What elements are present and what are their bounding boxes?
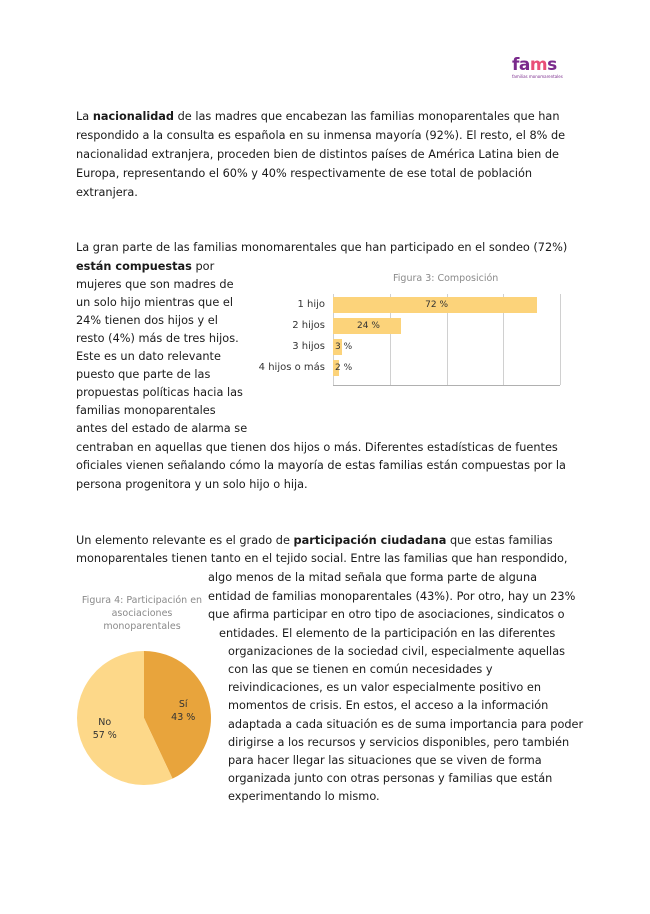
text-line: reivindicaciones, es un valor especialmente positivo en <box>228 681 542 694</box>
text-line: La nacionalidad de las madres que encabezan las familias monoparentales que han <box>76 110 560 123</box>
text-line: respondido a la consulta es española en su inmensa mayoría (92%). El resto, el 8% de <box>76 129 566 142</box>
x-axis-line <box>333 385 560 386</box>
slice-value-label: 43 % <box>171 712 196 724</box>
text-line: entidades. El elemento de la participación en las diferentes <box>219 627 556 640</box>
data-label: 3 % <box>335 342 353 352</box>
text-line: mujeres que son madres de <box>76 278 234 291</box>
text-line: organizada junto con otras personas y familias que están <box>228 772 553 785</box>
slice-value-label: 57 % <box>92 729 117 741</box>
text-line: Este es un dato relevante <box>76 350 221 363</box>
category-label: 4 hijos o más <box>258 362 325 373</box>
text-line: propuestas políticas hacia las <box>76 386 243 399</box>
fams-logo <box>512 56 572 79</box>
text-line: La gran parte de las familias monomarentales que han participado en el sondeo (72%) <box>76 241 568 254</box>
text-line: un solo hijo mientras que el <box>76 296 233 309</box>
category-label: 2 hijos <box>292 320 325 331</box>
text-line: experimentando lo mismo. <box>228 790 380 803</box>
text-line: adaptada a cada situación es de suma importancia para poder <box>228 718 584 731</box>
logo-letter-m: m <box>529 55 548 75</box>
text-line: extranjera. <box>76 186 138 199</box>
text-line: organizaciones de la sociedad civil, especialmente aquellas <box>228 645 566 658</box>
text-line: centraban en aquellas que tienen dos hijos o más. Diferentes estadísticas de fuentes <box>76 441 558 454</box>
text-line: puesto que parte de las <box>76 368 211 381</box>
text-line: familias monoparentales <box>76 404 216 417</box>
text-line: momentos de crisis. En estos, el acceso a la información <box>228 699 549 712</box>
slice-label: No <box>98 716 112 728</box>
text-line: monoparentales tienen tanto en el tejido social. Entre las familias que han respondido, <box>76 552 568 565</box>
bar-chart-composicion <box>250 272 580 402</box>
gridline <box>560 294 561 385</box>
text-line: con las que se tienen en común necesidades y <box>228 663 493 676</box>
text-line: resto (4%) más de tres hijos. <box>76 332 239 345</box>
text-line: para hacer llegar las situaciones que se viven de forma <box>228 754 542 767</box>
text-line: Europa, representando el 60% y 40% respectivamente de ese total de población <box>76 167 533 180</box>
slice-label: Sí <box>178 699 188 711</box>
pie-plot-area <box>76 648 216 788</box>
category-label: 3 hijos <box>292 341 325 352</box>
text-line: están compuestas por <box>76 260 215 273</box>
text-line: persona progenitora y un solo hijo o hija. <box>76 478 308 491</box>
chart-title: Figura 3: Composición <box>393 273 499 284</box>
text-line: algo menos de la mitad señala que forma parte de alguna <box>208 571 538 584</box>
data-label: 24 % <box>357 321 380 331</box>
bar-plot-area <box>250 294 580 390</box>
text-line: que afirma participar en otro tipo de asociaciones, sindicatos o <box>208 608 565 621</box>
data-label: 72 % <box>425 300 449 310</box>
text-line: Un elemento relevante es el grado de participación ciudadana que estas familias <box>76 534 553 547</box>
text-line: entidad de familias monoparentales (43%). Por otro, hay un 23% <box>208 590 576 603</box>
pie-chart-participacion <box>76 590 216 790</box>
data-label: 2 % <box>335 363 353 373</box>
logo-wordmark: fams <box>512 55 557 75</box>
text-line: 24% tienen dos hijos y el <box>76 314 218 327</box>
text-line: nacionalidad extranjera, proceden bien de distintos países de América Latina bien de <box>76 148 560 161</box>
text-line: oficiales vienen señalando cómo la mayoría de estas familias están compuestas por la <box>76 459 566 472</box>
text-line: dirigirse a los recursos y servicios disponibles, pero también <box>228 736 570 749</box>
chart-title: Figura 4: Participación en asociaciones monoparentales <box>81 595 203 632</box>
logo-subtitle: familias monomarentales <box>512 74 563 79</box>
category-label: 1 hijo <box>297 299 325 310</box>
text-line: antes del estado de alarma se <box>76 422 248 435</box>
